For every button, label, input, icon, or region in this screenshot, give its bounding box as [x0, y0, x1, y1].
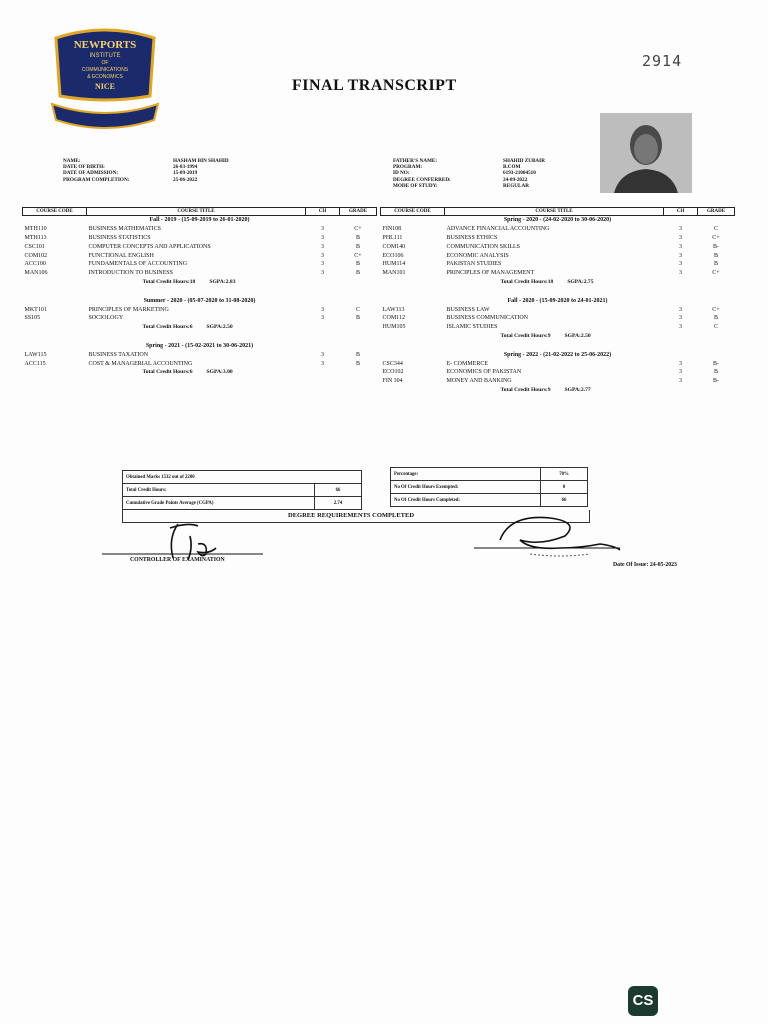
- father-label: FATHER'S NAME:: [393, 158, 438, 164]
- course-title: PRINCIPLES OF MARKETING: [88, 306, 169, 313]
- course-grade: B-: [713, 243, 719, 250]
- student-name: HASHAM BIN SHAHID: [173, 158, 229, 164]
- course-row: [23, 359, 377, 368]
- course-row: [23, 350, 377, 359]
- mode-value: REGULAR: [503, 182, 529, 189]
- course-row: [23, 234, 377, 243]
- sgpa: SGPA:2.50: [206, 324, 233, 331]
- course-row: [23, 305, 377, 314]
- total-credit-hours: Total Credit Hours:6: [142, 369, 193, 376]
- admission-value: 15-09-2019: [173, 170, 198, 177]
- course-code: MAN106: [24, 270, 48, 277]
- course-code: FIN 304: [382, 378, 403, 385]
- semester-heading: Fall - 2020 - (15-09-2020 to 24-01-2021): [507, 297, 608, 304]
- course-code: COM102: [24, 252, 48, 259]
- course-row: [381, 305, 735, 314]
- dob-label: DATE OF BIRTH:: [63, 164, 105, 171]
- cgpa-label: Cumulative Grade Points Average (CGPA): [123, 497, 315, 510]
- course-ch: 3: [321, 315, 324, 322]
- course-title: MONEY AND BANKING: [446, 378, 512, 385]
- dob-value: 26-03-1994: [173, 164, 198, 171]
- percentage-value: 70%: [541, 468, 588, 481]
- course-row: [381, 314, 735, 323]
- course-row: [23, 242, 377, 251]
- col-code: COURSE CODE: [381, 208, 445, 216]
- course-grade: B: [713, 252, 718, 259]
- course-table-left: [22, 207, 377, 387]
- course-grade: C+: [712, 270, 720, 277]
- student-info-left: [63, 158, 229, 183]
- logo-text-4: COMMUNICATIONS: [81, 67, 129, 73]
- col-title: COURSE TITLE: [445, 208, 664, 216]
- course-title: BUSINESS TAXATION: [88, 351, 149, 358]
- col-grade: GRADE: [698, 208, 735, 216]
- course-grade: C+: [712, 234, 720, 241]
- course-grade: B: [355, 261, 360, 268]
- course-code: MAN101: [382, 270, 406, 277]
- course-ch: 3: [321, 234, 324, 241]
- course-ch: 3: [679, 252, 682, 259]
- semester-heading: Summer - 2020 - (05-07-2020 to 31-08-2020): [143, 297, 256, 304]
- sgpa: SGPA:2.75: [567, 278, 594, 285]
- col-ch: CH: [664, 208, 698, 216]
- logo-text-1: NEWPORTS: [73, 39, 137, 51]
- program-value: B.COM: [503, 164, 521, 171]
- cgpa-value: 2.74: [315, 497, 362, 510]
- course-title: INTRODUCTION TO BUSINESS: [88, 270, 173, 277]
- course-code: ACC100: [24, 261, 46, 268]
- course-row: [23, 260, 377, 269]
- course-title: COMPUTER CONCEPTS AND APPLICATIONS: [88, 243, 211, 250]
- course-ch: 3: [321, 360, 324, 367]
- course-row: [23, 314, 377, 323]
- course-title: ECONOMIC ANALYSIS: [446, 252, 509, 259]
- course-title: COMMUNICATION SKILLS: [446, 243, 521, 250]
- course-title: BUSINESS COMMUNICATION: [446, 315, 529, 322]
- course-title: PAKISTAN STUDIES: [446, 261, 502, 268]
- course-grade: C: [713, 324, 718, 331]
- course-grade: B: [713, 315, 718, 322]
- camscanner-badge: CS: [628, 986, 658, 1016]
- course-ch: 3: [679, 315, 682, 322]
- total-ch-label: Total Credit Hours:: [123, 484, 315, 497]
- course-ch: 3: [679, 261, 682, 268]
- degree-label: DEGREE CONFERRED:: [393, 176, 451, 183]
- course-ch: 3: [321, 270, 324, 277]
- course-grade: B: [713, 261, 718, 268]
- total-credit-hours: Total Credit Hours:9: [500, 332, 551, 339]
- serial-number: 2914: [642, 52, 683, 70]
- summary-left: [122, 470, 362, 510]
- course-title: FUNCTIONAL ENGLISH: [88, 252, 154, 259]
- course-title: BUSINESS ETHICS: [446, 234, 498, 241]
- course-title: FUNDAMENTALS OF ACCOUNTING: [88, 261, 188, 268]
- course-grade: C: [713, 226, 718, 233]
- course-code: HUM105: [382, 324, 406, 331]
- col-code: COURSE CODE: [23, 208, 87, 216]
- course-grade: B-: [713, 378, 719, 385]
- course-grade: B: [355, 270, 360, 277]
- course-code: PHL111: [382, 234, 403, 241]
- completion-label: PROGRAM COMPLETION:: [63, 176, 130, 183]
- course-grade: B: [355, 315, 360, 322]
- course-title: BUSINESS LAW: [446, 306, 490, 313]
- course-ch: 3: [321, 243, 324, 250]
- course-code: MTH110: [24, 226, 47, 233]
- course-code: LAW113: [382, 306, 405, 313]
- father-value: SHAHID ZUBAIR: [503, 158, 545, 164]
- course-title: BUSINESS MATHEMATICS: [88, 226, 162, 233]
- course-row: [381, 251, 735, 260]
- course-row: [381, 225, 735, 234]
- course-ch: 3: [321, 306, 324, 313]
- course-title: ISLAMIC STUDIES: [446, 324, 498, 331]
- course-row: [23, 251, 377, 260]
- sgpa: SGPA:2.83: [209, 278, 236, 285]
- total-credit-hours: Total Credit Hours:18: [500, 278, 554, 285]
- course-ch: 3: [679, 324, 682, 331]
- course-row: [23, 269, 377, 278]
- course-code: MKT101: [24, 306, 47, 313]
- course-code: ACC115: [24, 360, 46, 367]
- col-grade: GRADE: [340, 208, 377, 216]
- degree-status: DEGREE REQUIREMENTS COMPLETED: [288, 512, 415, 519]
- course-row: [381, 368, 735, 377]
- course-ch: 3: [679, 226, 682, 233]
- course-grade: B: [355, 360, 360, 367]
- name-label: NAME:: [63, 158, 81, 164]
- degree-value: 24-09-2022: [503, 176, 528, 183]
- course-title: BUSINESS STATISTICS: [88, 234, 151, 241]
- course-row: [23, 225, 377, 234]
- id-label: ID NO:: [393, 170, 410, 177]
- institute-logo: [46, 26, 164, 138]
- course-code: CSC101: [24, 243, 45, 250]
- course-code: COM140: [382, 243, 406, 250]
- logo-text-6: NICE: [94, 82, 116, 91]
- course-grade: C+: [354, 226, 362, 233]
- course-table-right: [380, 207, 735, 404]
- course-row: [381, 323, 735, 332]
- completed-value: 66: [541, 494, 588, 507]
- course-ch: 3: [679, 369, 682, 376]
- course-ch: 3: [321, 351, 324, 358]
- course-code: LAW115: [24, 351, 47, 358]
- course-ch: 3: [679, 378, 682, 385]
- semester-heading: Spring - 2020 - (24-02-2020 to 30-06-2020): [503, 217, 612, 224]
- student-photo: [600, 113, 692, 193]
- course-title: SOCIOLOGY: [88, 315, 124, 322]
- course-code: ECO102: [382, 369, 404, 376]
- course-row: [381, 269, 735, 278]
- date-of-issue: Date Of Issue: 24-05-2023: [613, 562, 677, 568]
- course-code: CSC344: [382, 360, 403, 367]
- course-grade: C+: [354, 252, 362, 259]
- semester-heading: Fall - 2019 - (15-09-2019 to 26-01-2020): [149, 217, 250, 224]
- course-title: ADVANCE FINANCIAL ACCOUNTING: [446, 226, 550, 233]
- registrar-signature: [470, 510, 630, 566]
- course-grade: B: [355, 351, 360, 358]
- program-label: PROGRAM:: [393, 164, 423, 171]
- course-row: [381, 377, 735, 386]
- course-row: [381, 260, 735, 269]
- course-grade: B-: [713, 360, 719, 367]
- course-grade: B: [355, 243, 360, 250]
- semester-heading: Spring - 2021 - (15-02-2021 to 30-06-2021): [145, 342, 254, 349]
- page-title: FINAL TRANSCRIPT: [292, 77, 457, 94]
- logo-text-2: INSTITUTE: [89, 53, 121, 59]
- course-ch: 3: [679, 243, 682, 250]
- course-code: ECO106: [382, 252, 404, 259]
- course-title: ECONOMICS OF PAKISTAN: [446, 369, 522, 376]
- semester-heading: Spring - 2022 - (21-02-2022 to 25-06-2022): [503, 351, 612, 358]
- total-credit-hours: Total Credit Hours:18: [142, 278, 196, 285]
- sgpa: SGPA:2.50: [564, 332, 591, 339]
- course-ch: 3: [679, 306, 682, 313]
- course-ch: 3: [679, 360, 682, 367]
- course-code: FIN108: [382, 226, 402, 233]
- course-ch: 3: [321, 226, 324, 233]
- course-ch: 3: [321, 261, 324, 268]
- col-title: COURSE TITLE: [87, 208, 306, 216]
- course-ch: 3: [321, 252, 324, 259]
- exempted-label: No Of Credit Hours Exempted:: [391, 481, 541, 494]
- total-credit-hours: Total Credit Hours:9: [500, 386, 551, 393]
- course-grade: B: [355, 234, 360, 241]
- course-code: SS105: [24, 315, 41, 322]
- id-value: 6193-21004510: [503, 170, 536, 177]
- completion-value: 25-06-2022: [173, 176, 198, 183]
- course-code: HUM114: [382, 261, 406, 268]
- total-credit-hours: Total Credit Hours:6: [142, 324, 193, 331]
- mode-label: MODE OF STUDY:: [393, 182, 438, 189]
- course-code: MTH113: [24, 234, 47, 241]
- course-title: PRINCIPLES OF MANAGEMENT: [446, 270, 535, 277]
- total-ch-value: 66: [315, 484, 362, 497]
- sgpa: SGPA:2.77: [564, 386, 591, 393]
- completed-label: No Of Credit Hours Completed:: [391, 494, 541, 507]
- course-row: [381, 359, 735, 368]
- sgpa: SGPA:3.00: [206, 369, 233, 376]
- logo-text-3: OF: [101, 60, 109, 66]
- col-ch: CH: [306, 208, 340, 216]
- course-grade: C+: [712, 306, 720, 313]
- logo-text-5: & ECONOMICS: [87, 74, 123, 80]
- course-code: COM112: [382, 315, 405, 322]
- admission-label: DATE OF ADMISSION:: [63, 170, 119, 177]
- course-row: [381, 234, 735, 243]
- percentage-label: Percentage:: [391, 468, 541, 481]
- summary-right: [390, 467, 588, 507]
- course-grade: B: [713, 369, 718, 376]
- course-ch: 3: [679, 234, 682, 241]
- course-ch: 3: [679, 270, 682, 277]
- course-title: E- COMMERCE: [446, 360, 489, 367]
- course-title: COST & MANAGERIAL ACCOUNTING: [88, 360, 193, 367]
- controller-label: CONTROLLER OF EXAMINATION: [130, 557, 225, 563]
- course-row: [381, 242, 735, 251]
- student-info-right: [393, 158, 545, 189]
- course-grade: C: [355, 306, 360, 313]
- exempted-value: 0: [541, 481, 588, 494]
- obtained-marks: Obtained Marks 1532 out of 2200: [123, 471, 362, 484]
